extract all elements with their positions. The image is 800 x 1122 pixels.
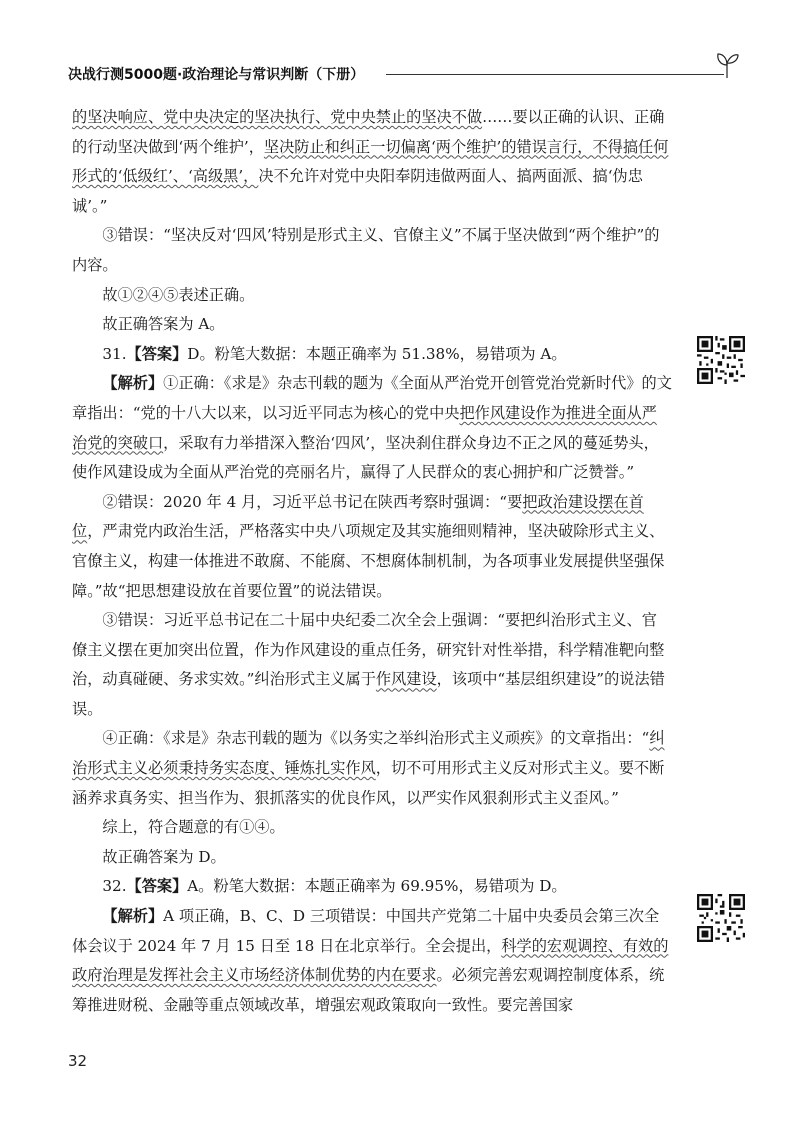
q31-analysis: 【解析】①正确：《求是》杂志刊载的题为《全面从严治党开创管党治党新时代》的文章指出：“党的十八大以来，以习近平同志为核心的党中央把作风建设作为推进全面从严治党的突破口，采取有力举措深入整治‘四风’，坚决刹住群众身边不正之风的蔓延势头，使作风建设成为全面从严治党的亮丽名片，赢得了人民群众的衷心拥护和广泛赞誉。”: [72, 374, 672, 482]
paragraph: 故正确答案为 A。: [102, 315, 225, 334]
q32-answer: 32.【答案】A。粉笔大数据：本题正确率为 69.95%，易错项为 D。: [102, 877, 567, 896]
page-number: 32: [68, 1052, 88, 1070]
header-title: 决战行测5000题·政治理论与常识判断（下册）: [68, 67, 365, 83]
paragraph: ③错误：“坚决反对‘四风’特别是形式主义、官僚主义”不属于坚决做到“两个维护”的内容。: [72, 226, 660, 274]
sprout-icon: [714, 50, 740, 80]
qr-code-icon[interactable]: [697, 894, 745, 942]
q32-analysis: 【解析】A 项正确，B、C、D 三项错误：中国共产党第二十届中央委员会第三次全体会议于 2024 年 7 月 15 日至 18 日在北京举行。全会提出，科学的宏观调控、有效的政府治理是发挥社会主义市场经济体制优势的内在要求。必须完善宏观调控制度体系，统筹推进财税、金融等重点领域改革，增强宏观政策取向一致性。要完善国家: [72, 907, 669, 1014]
paragraph: ③错误：习近平总书记在二十届中央纪委二次全会上强调：“要把纠治形式主义、官僚主义摆在更加突出位置，作为作风建设的重点任务，研究针对性举措，科学精准靶向整治，动真碰硬、务求实效。”纠治形式主义属于作风建设，该项中“基层组织建设”的说法错误。: [72, 611, 665, 718]
paragraph: 综上，符合题意的有①④。: [102, 818, 285, 837]
paragraph: ④正确：《求是》杂志刊载的题为《以务实之举纠治形式主义顽疾》的文章指出：“纠治形式主义必须秉持务实态度、锤炼扎实作风，切不可用形式主义反对形式主义。要不断涵养求真务实、担当作为、狠抓落实的优良作风，以严实作风狠刹形式主义歪风。”: [72, 729, 665, 807]
paragraph: 故①②④⑤表述正确。: [102, 285, 255, 304]
page-body: [72, 103, 672, 1020]
paragraph: 故正确答案为 D。: [102, 847, 226, 866]
q31-answer: 31.【答案】D。粉笔大数据：本题正确率为 51.38%，易错项为 A。: [102, 344, 567, 363]
running-header: [68, 62, 740, 88]
header-rule: [386, 74, 724, 75]
qr-code-icon[interactable]: [697, 336, 745, 384]
paragraph: ②错误：2020 年 4 月，习近平总书记在陕西考察时强调：“要把政治建设摆在首位，严肃党内政治生活，严格落实中央八项规定及其实施细则精神，坚决破除形式主义、官僚主义，构建一体推进不敢腐、不能腐、不想腐体制机制，为各项事业发展提供坚强保障。”故“把思想建设放在首要位置”的说法错误。: [72, 492, 665, 600]
paragraph-continued: 的坚决响应、党中央决定的坚决执行、党中央禁止的坚决不做……要以正确的认识、正确的行动坚决做到‘两个维护’，坚决防止和纠正一切偏离‘两个维护’的错误言行，不得搞任何形式的‘低级红’、‘高级黑’，决不允许对党中央阳奉阴违做两面人、搞两面派、搞‘伪忠诚’。”: [72, 108, 669, 215]
